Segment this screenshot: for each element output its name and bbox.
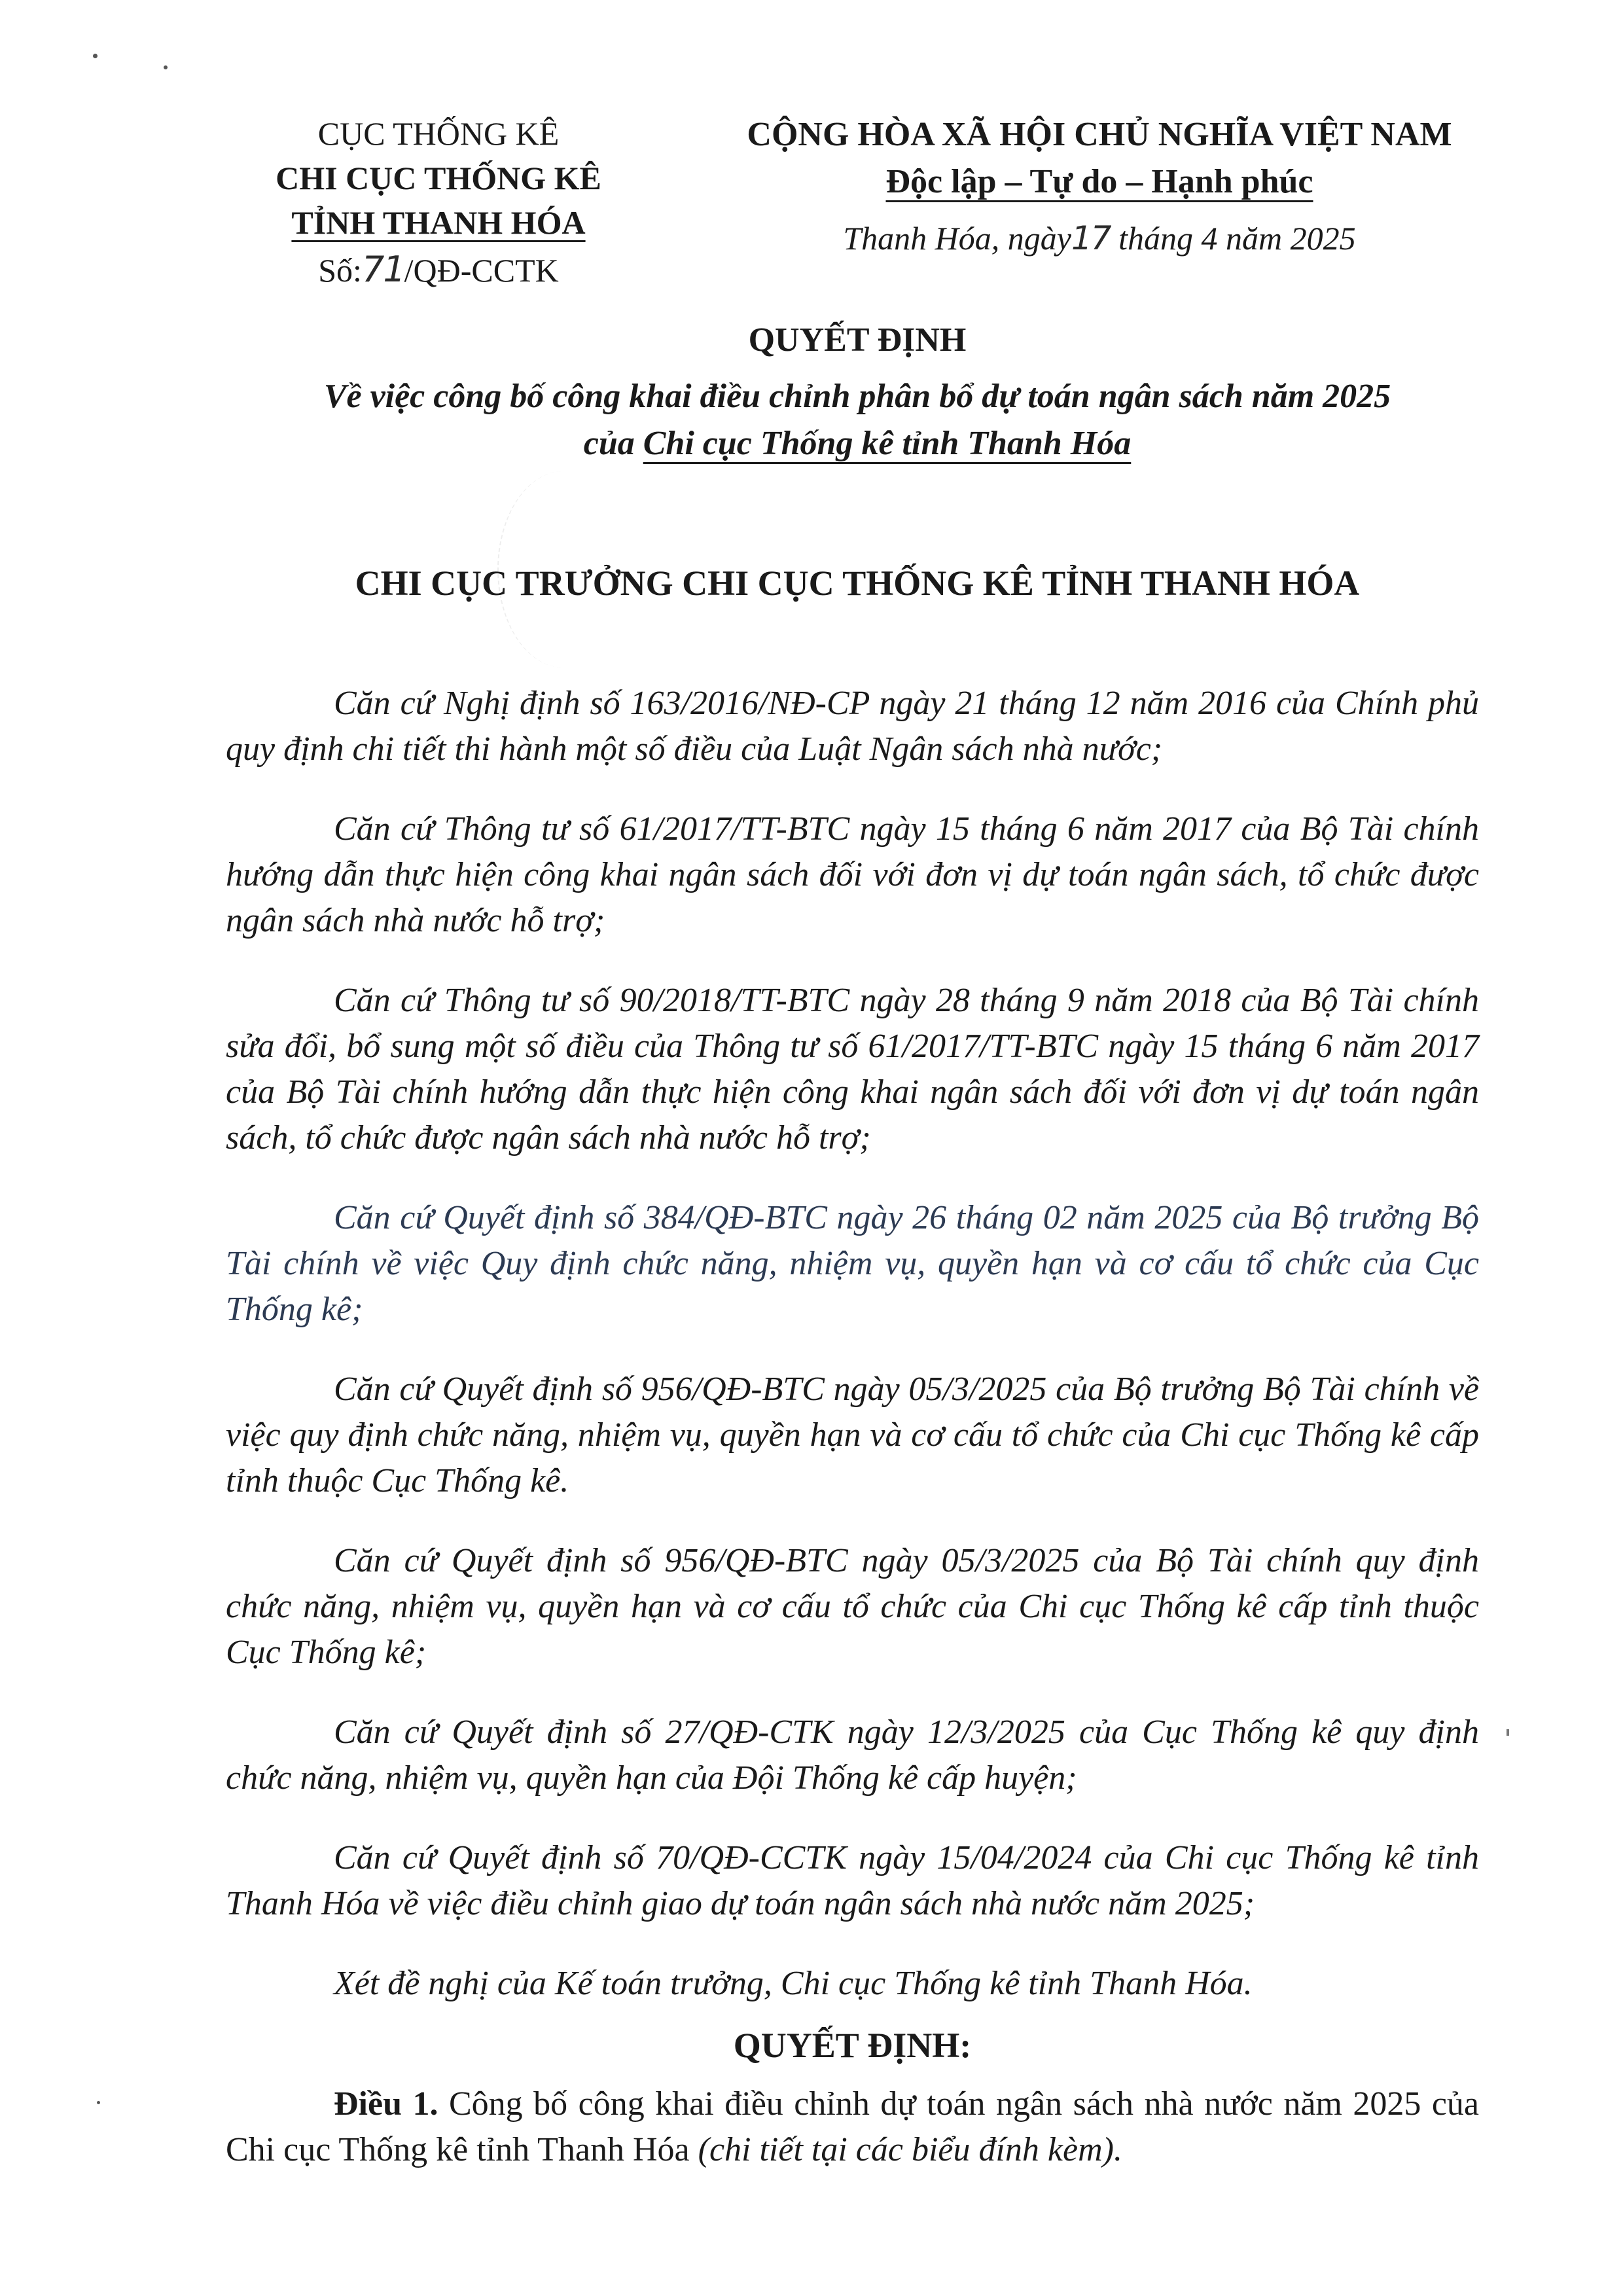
scan-speck <box>93 54 98 58</box>
national-header-block <box>694 111 1505 262</box>
scan-speck <box>97 2101 100 2104</box>
document-number-prefix: Số: <box>318 252 362 289</box>
decision-heading: QUYẾT ĐỊNH: <box>733 2026 972 2065</box>
preamble-paragraph: Căn cứ Quyết định số 956/QĐ-BTC ngày 05/3/2025 của Bộ trưởng Bộ Tài chính về việc quy định chức năng, nhiệm vụ, quyền hạn và cơ cấu tổ chức của Chi cục Thống kê cấp tỉnh thuộc Cục Thống kê. <box>226 1371 1479 1499</box>
preamble-paragraph: Căn cứ Quyết định số 27/QĐ-CTK ngày 12/3/2025 của Cục Thống kê quy định chức năng, nhiệm vụ, quyền hạn của Đội Thống kê cấp huyện; <box>226 1713 1479 1797</box>
subject-line-2 <box>216 420 1499 467</box>
issuing-authority: CHI CỤC TRƯỞNG CHI CỤC THỐNG KÊ TỈNH THANH HÓA <box>355 564 1360 603</box>
place-date-prefix: Thanh Hóa, ngày <box>843 220 1071 257</box>
agency-name: CỤC THỐNG KÊ <box>317 115 560 152</box>
national-motto <box>694 158 1505 206</box>
place-date-suffix: tháng 4 năm 2025 <box>1118 220 1356 257</box>
issuing-agency-block <box>236 111 641 293</box>
subject-line-2-prefix: của <box>583 425 643 462</box>
subject-line-2-underlined: Chi cục Thống kê tỉnh Thanh Hóa <box>643 425 1132 462</box>
subject-line-1: Về việc công bố công khai điều chỉnh phân bổ dự toán ngân sách năm 2025 <box>323 378 1391 415</box>
article-1-text: Công bố công khai điều chỉnh dự toán ngân sách nhà nước năm 2025 của Chi cục Thống kê tỉnh Thanh Hóa <box>226 2085 1480 2168</box>
document-number <box>236 247 641 293</box>
margin-mark <box>1507 1729 1509 1736</box>
preamble-paragraph: Xét đề nghị của Kế toán trưởng, Chi cục Thống kê tỉnh Thanh Hóa. <box>334 1965 1253 2002</box>
document-body <box>226 681 1479 2173</box>
article-1-note: (chi tiết tại các biểu đính kèm). <box>698 2131 1122 2168</box>
unit-name-line2 <box>236 200 641 245</box>
unit-name-line1: CHI CỤC THỐNG KÊ <box>276 160 601 196</box>
unit-name-line2-text: TỈNH THANH HÓA <box>291 204 586 241</box>
preamble-paragraph: Căn cứ Thông tư số 90/2018/TT-BTC ngày 28 tháng 9 năm 2018 của Bộ Tài chính sửa đổi, bổ sung một số điều của Thông tư số 61/2017/TT-BTC ngày 15 tháng 6 năm 2017 của Bộ Tài chính hướng dẫn thực hiện công khai ngân sách đối với đơn vị dự toán ngân sách, tổ chức được ngân sách nhà nước hỗ trợ; <box>226 982 1479 1157</box>
document-subject <box>216 373 1499 467</box>
national-motto-text: Độc lập – Tự do – Hạnh phúc <box>885 163 1313 200</box>
preamble-paragraph: Căn cứ Quyết định số 956/QĐ-BTC ngày 05/3/2025 của Bộ Tài chính quy định chức năng, nhiệm vụ, quyền hạn và cơ cấu tổ chức của Chi cục Thống kê cấp tỉnh thuộc Cục Thống kê; <box>226 1542 1479 1671</box>
country-name: CỘNG HÒA XÃ HỘI CHỦ NGHĨA VIỆT NAM <box>747 116 1452 153</box>
date-day-handwritten: 17 <box>1071 219 1111 257</box>
preamble-paragraph: Căn cứ Thông tư số 61/2017/TT-BTC ngày 15 tháng 6 năm 2017 của Bộ Tài chính hướng dẫn thực hiện công khai ngân sách đối với đơn vị dự toán ngân sách, tổ chức được ngân sách nhà nước hỗ trợ; <box>226 810 1479 939</box>
preamble-paragraph: Căn cứ Nghị định số 163/2016/NĐ-CP ngày 21 tháng 12 năm 2016 của Chính phủ quy định chi tiết thi hành một số điều của Luật Ngân sách nhà nước; <box>226 685 1479 768</box>
document-number-suffix: /QĐ-CCTK <box>404 252 559 289</box>
article-1-label: Điều 1. <box>334 2085 438 2123</box>
article-1 <box>226 2081 1479 2173</box>
scan-speck <box>164 65 168 69</box>
preamble-paragraph: Căn cứ Quyết định số 70/QĐ-CCTK ngày 15/04/2024 của Chi cục Thống kê tỉnh Thanh Hóa về việc điều chỉnh giao dự toán ngân sách nhà nước năm 2025; <box>226 1839 1479 1922</box>
document-title: QUYẾT ĐỊNH <box>748 321 967 359</box>
document-number-handwritten: 71 <box>361 249 404 290</box>
place-date <box>694 215 1505 262</box>
preamble-paragraph: Căn cứ Quyết định số 384/QĐ-BTC ngày 26 tháng 02 năm 2025 của Bộ trưởng Bộ Tài chính về việc Quy định chức năng, nhiệm vụ, quyền hạn và cơ cấu tổ chức của Cục Thống kê; <box>226 1199 1479 1328</box>
